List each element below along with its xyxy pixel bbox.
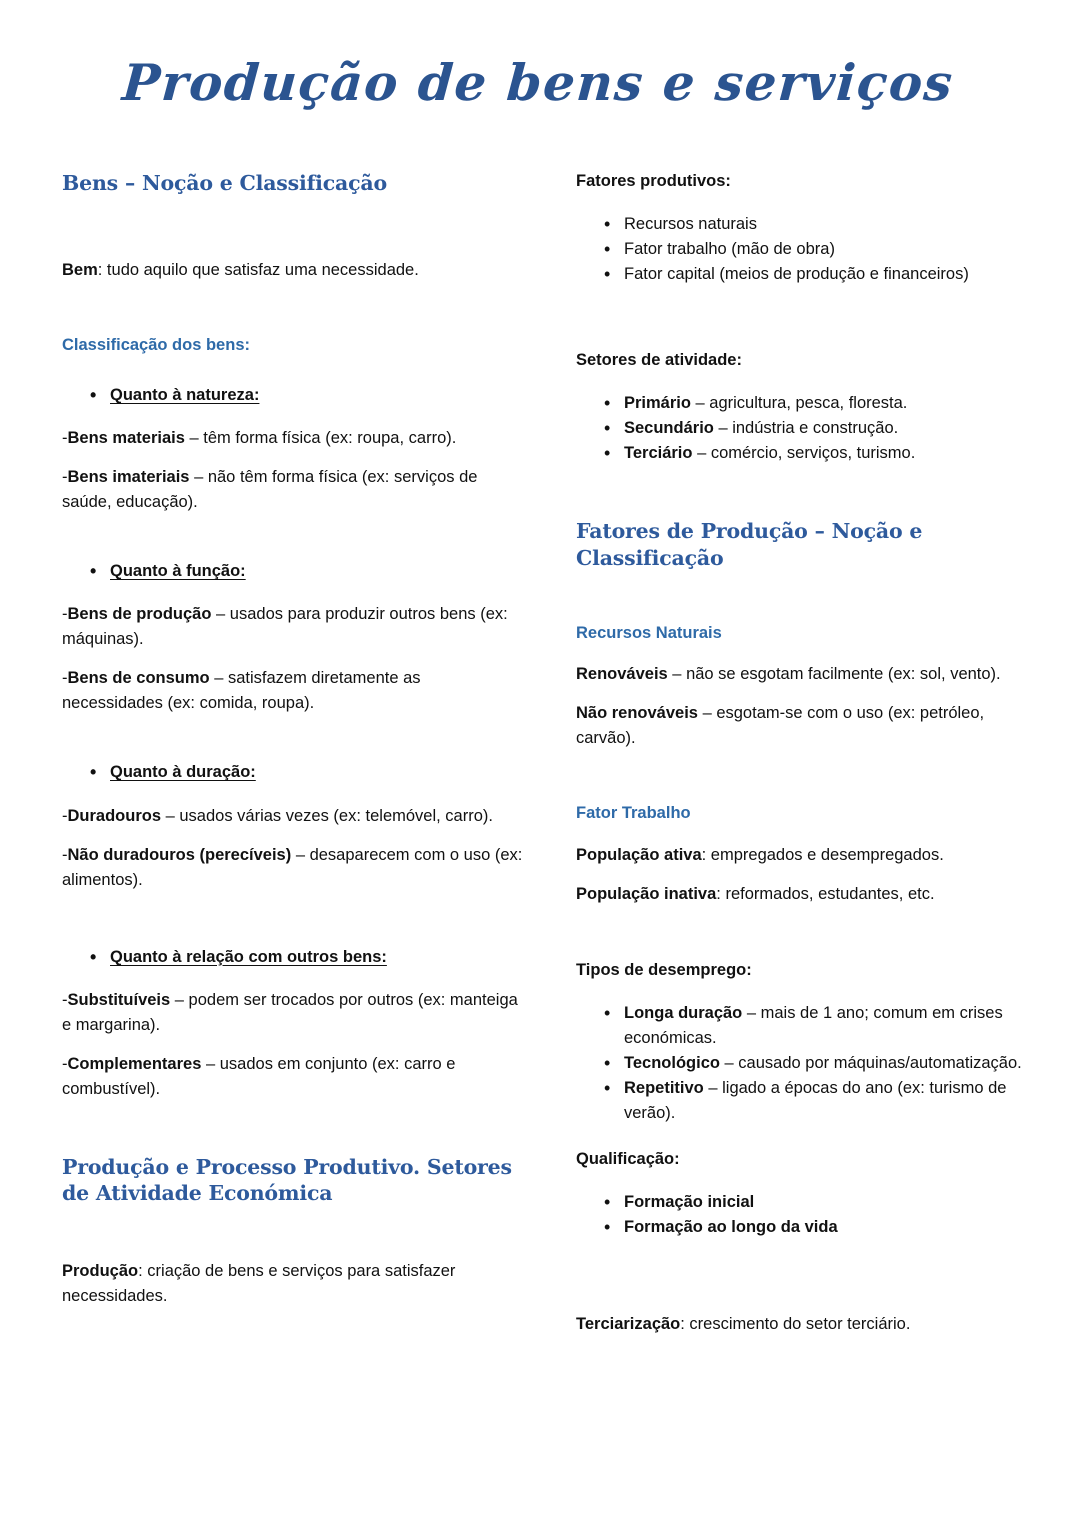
item-substituiveis: -Substituíveis – podem ser trocados por outros (ex: manteiga e margarina). xyxy=(62,990,518,1034)
item-nao-renovaveis: Não renováveis – esgotam-se com o uso (ex: petróleo, carvão). xyxy=(576,704,985,748)
label-tipos-de-desemprego: Tipos de desemprego: xyxy=(576,961,752,980)
heading-producao-processo-produtivo: Produção e Processo Produtivo. Setores de Atividade Económica xyxy=(62,1155,512,1206)
list-item: • Terciário – comércio, serviços, turismo. xyxy=(576,441,1030,466)
list-item: • Repetitivo – ligado a épocas do ano (ex: turismo de verão). xyxy=(576,1076,1030,1126)
bullet-group-natureza xyxy=(62,383,524,408)
right-column xyxy=(568,170,1030,1338)
list-qualificacao xyxy=(576,1190,1030,1240)
bullet-group-funcao xyxy=(62,559,524,584)
item-bens-imateriais: -Bens imateriais – não têm forma física (ex: serviços de saúde, educação). xyxy=(62,467,478,511)
list-item: • Formação inicial xyxy=(576,1190,1030,1215)
bullet-group-relacao xyxy=(62,945,524,970)
list-setores-de-atividade xyxy=(576,391,1030,466)
subheading-classificacao-dos-bens: Classificação dos bens: xyxy=(62,336,250,355)
bullet-quanto-a-relacao-outros-bens: • Quanto à relação com outros bens: xyxy=(62,945,524,970)
list-item: • Primário – agricultura, pesca, floresta. xyxy=(576,391,1030,416)
item-populacao-inativa: População inativa: reformados, estudantes, etc. xyxy=(576,884,935,903)
item-nao-duradouros: -Não duradouros (perecíveis) – desaparecem com o uso (ex: alimentos). xyxy=(62,845,523,889)
heading-fatores-de-producao: Fatores de Produção – Noção e Classificação xyxy=(576,519,923,570)
item-renovaveis: Renováveis – não se esgotam facilmente (ex: sol, vento). xyxy=(576,665,1001,684)
label-qualificacao: Qualificação: xyxy=(576,1150,680,1169)
item-complementares: -Complementares – usados em conjunto (ex: carro e combustível). xyxy=(62,1055,456,1099)
bullet-quanto-a-natureza: • Quanto à natureza: xyxy=(62,383,524,408)
item-terciarizacao: Terciarização: crescimento do setor terciário. xyxy=(576,1315,911,1334)
item-populacao-ativa: População ativa: empregados e desempregados. xyxy=(576,845,944,864)
list-fatores-produtivos xyxy=(576,212,1030,287)
label-fatores-produtivos: Fatores produtivos: xyxy=(576,172,731,190)
list-item: • Tecnológico – causado por máquinas/automatização. xyxy=(576,1051,1030,1076)
page-title: Produção de bens e serviços xyxy=(120,53,956,112)
bullet-quanto-a-duracao: • Quanto à duração: xyxy=(62,760,524,785)
item-bens-de-consumo: -Bens de consumo – satisfazem diretamente as necessidades (ex: comida, roupa). xyxy=(62,669,421,713)
list-item: • Fator capital (meios de produção e financeiros) xyxy=(576,262,1030,287)
list-item: • Secundário – indústria e construção. xyxy=(576,416,1030,441)
list-item: • Longa duração – mais de 1 ano; comum em crises económicas. xyxy=(576,1001,1030,1051)
list-item: • Recursos naturais xyxy=(576,212,1030,237)
definition-bem xyxy=(62,258,524,283)
item-duradouros: -Duradouros – usados várias vezes (ex: telemóvel, carro). xyxy=(62,806,493,825)
bullet-quanto-a-funcao: • Quanto à função: xyxy=(62,559,524,584)
list-item: • Formação ao longo da vida xyxy=(576,1215,1030,1240)
label-setores-de-atividade: Setores de atividade: xyxy=(576,351,742,370)
list-tipos-de-desemprego xyxy=(576,1001,1030,1126)
subheading-recursos-naturais: Recursos Naturais xyxy=(576,623,722,642)
list-item: • Fator trabalho (mão de obra) xyxy=(576,237,1030,262)
definition-bem-term: Bem xyxy=(62,261,98,280)
heading-bens-nocao-classificacao: Bens – Noção e Classificação xyxy=(62,171,387,195)
bullet-group-duracao xyxy=(62,760,524,785)
subheading-fator-trabalho: Fator Trabalho xyxy=(576,804,691,823)
definition-producao: Produção: criação de bens e serviços para satisfazer necessidades. xyxy=(62,1261,456,1305)
item-bens-de-producao: -Bens de produção – usados para produzir outros bens (ex: máquinas). xyxy=(62,605,508,649)
item-bens-materiais: -Bens materiais – têm forma física (ex: roupa, carro). xyxy=(62,428,457,447)
left-column xyxy=(62,170,524,1309)
definition-bem-rest: : tudo aquilo que satisfaz uma necessidade. xyxy=(97,261,419,280)
two-column-layout xyxy=(0,170,1080,1338)
